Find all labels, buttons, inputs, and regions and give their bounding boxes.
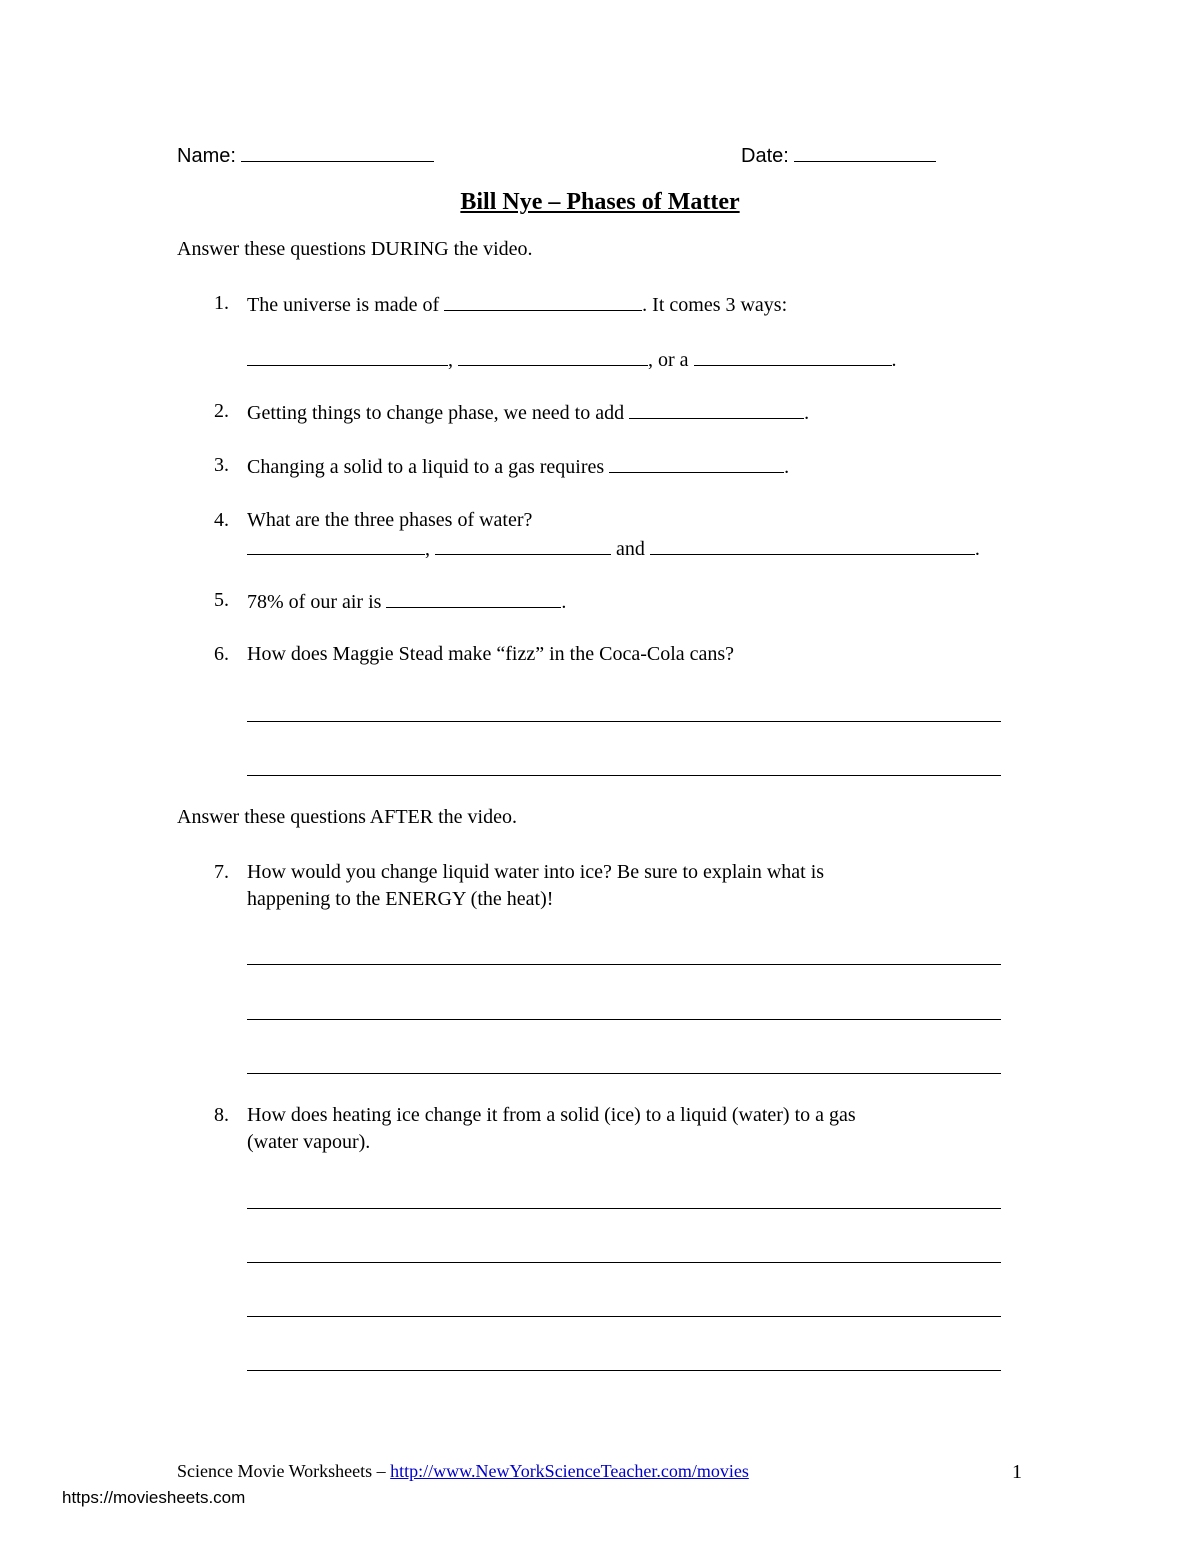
question-2-text: Getting things to change phase, we need to add — [247, 402, 625, 424]
date-field — [741, 143, 936, 168]
question-1-number: 1. — [214, 292, 229, 314]
answer-blank[interactable] — [650, 536, 975, 555]
question-2-number: 2. — [214, 400, 229, 422]
answer-line[interactable] — [247, 1073, 1001, 1074]
separator: , — [425, 538, 430, 560]
question-4-blanks — [247, 536, 980, 561]
question-4-number: 4. — [214, 509, 229, 531]
question-8-number: 8. — [214, 1104, 229, 1126]
answer-line[interactable] — [247, 1262, 1001, 1263]
question-5-text: 78% of our air is — [247, 591, 382, 613]
page-number: 1 — [1012, 1461, 1022, 1483]
question-7-number: 7. — [214, 861, 229, 883]
question-1-text: The universe is made of — [247, 294, 440, 316]
date-label: Date: — [741, 145, 789, 167]
question-1-blanks — [247, 347, 897, 372]
answer-blank[interactable] — [694, 347, 892, 366]
answer-line[interactable] — [247, 775, 1001, 776]
question-7-line2: happening to the ENERGY (the heat)! — [247, 888, 554, 910]
question-3 — [247, 454, 789, 479]
separator: . — [561, 591, 567, 613]
answer-line[interactable] — [247, 721, 1001, 722]
footer-source — [177, 1461, 749, 1482]
date-blank[interactable] — [794, 143, 936, 162]
answer-blank[interactable] — [386, 589, 561, 608]
question-6-text: How does Maggie Stead make “fizz” in the Coca-Cola cans? — [247, 643, 735, 665]
question-1 — [247, 292, 787, 317]
question-3-text: Changing a solid to a liquid to a gas requires — [247, 456, 605, 478]
page-title: Bill Nye – Phases of Matter — [460, 189, 740, 215]
answer-line[interactable] — [247, 1208, 1001, 1209]
separator: . — [974, 538, 980, 560]
answer-line[interactable] — [247, 964, 1001, 965]
separator: . — [891, 349, 897, 371]
question-5 — [247, 589, 566, 614]
separator: . — [804, 402, 810, 424]
answer-line[interactable] — [247, 1370, 1001, 1371]
answer-blank[interactable] — [247, 536, 425, 555]
question-8-line2: (water vapour). — [247, 1131, 371, 1153]
footer-source-label: Science Movie Worksheets – — [177, 1461, 386, 1481]
watermark-url: https://moviesheets.com — [62, 1488, 246, 1507]
name-field — [177, 143, 434, 168]
question-5-number: 5. — [214, 589, 229, 611]
answer-blank[interactable] — [629, 400, 804, 419]
question-7-line1: How would you change liquid water into ice? Be sure to explain what is — [247, 861, 825, 883]
separator: and — [616, 538, 645, 560]
separator: , — [448, 349, 453, 371]
answer-blank[interactable] — [458, 347, 648, 366]
question-4-text: What are the three phases of water? — [247, 509, 533, 531]
answer-blank[interactable] — [435, 536, 611, 555]
question-1-text-b: . It comes 3 ways: — [642, 294, 788, 316]
separator: , or a — [648, 349, 689, 371]
answer-blank[interactable] — [609, 454, 784, 473]
question-8-line1: How does heating ice change it from a solid (ice) to a liquid (water) to a gas — [247, 1104, 856, 1126]
question-2 — [247, 400, 809, 425]
footer-source-link[interactable]: http://www.NewYorkScienceTeacher.com/movies — [390, 1461, 749, 1481]
answer-blank[interactable] — [247, 347, 448, 366]
after-instruction: Answer these questions AFTER the video. — [177, 806, 517, 828]
answer-line[interactable] — [247, 1316, 1001, 1317]
during-instruction: Answer these questions DURING the video. — [177, 238, 533, 260]
name-label: Name: — [177, 145, 236, 167]
answer-line[interactable] — [247, 1019, 1001, 1020]
answer-blank[interactable] — [444, 292, 642, 311]
separator: . — [784, 456, 790, 478]
question-3-number: 3. — [214, 454, 229, 476]
question-6-number: 6. — [214, 643, 229, 665]
name-blank[interactable] — [241, 143, 434, 162]
